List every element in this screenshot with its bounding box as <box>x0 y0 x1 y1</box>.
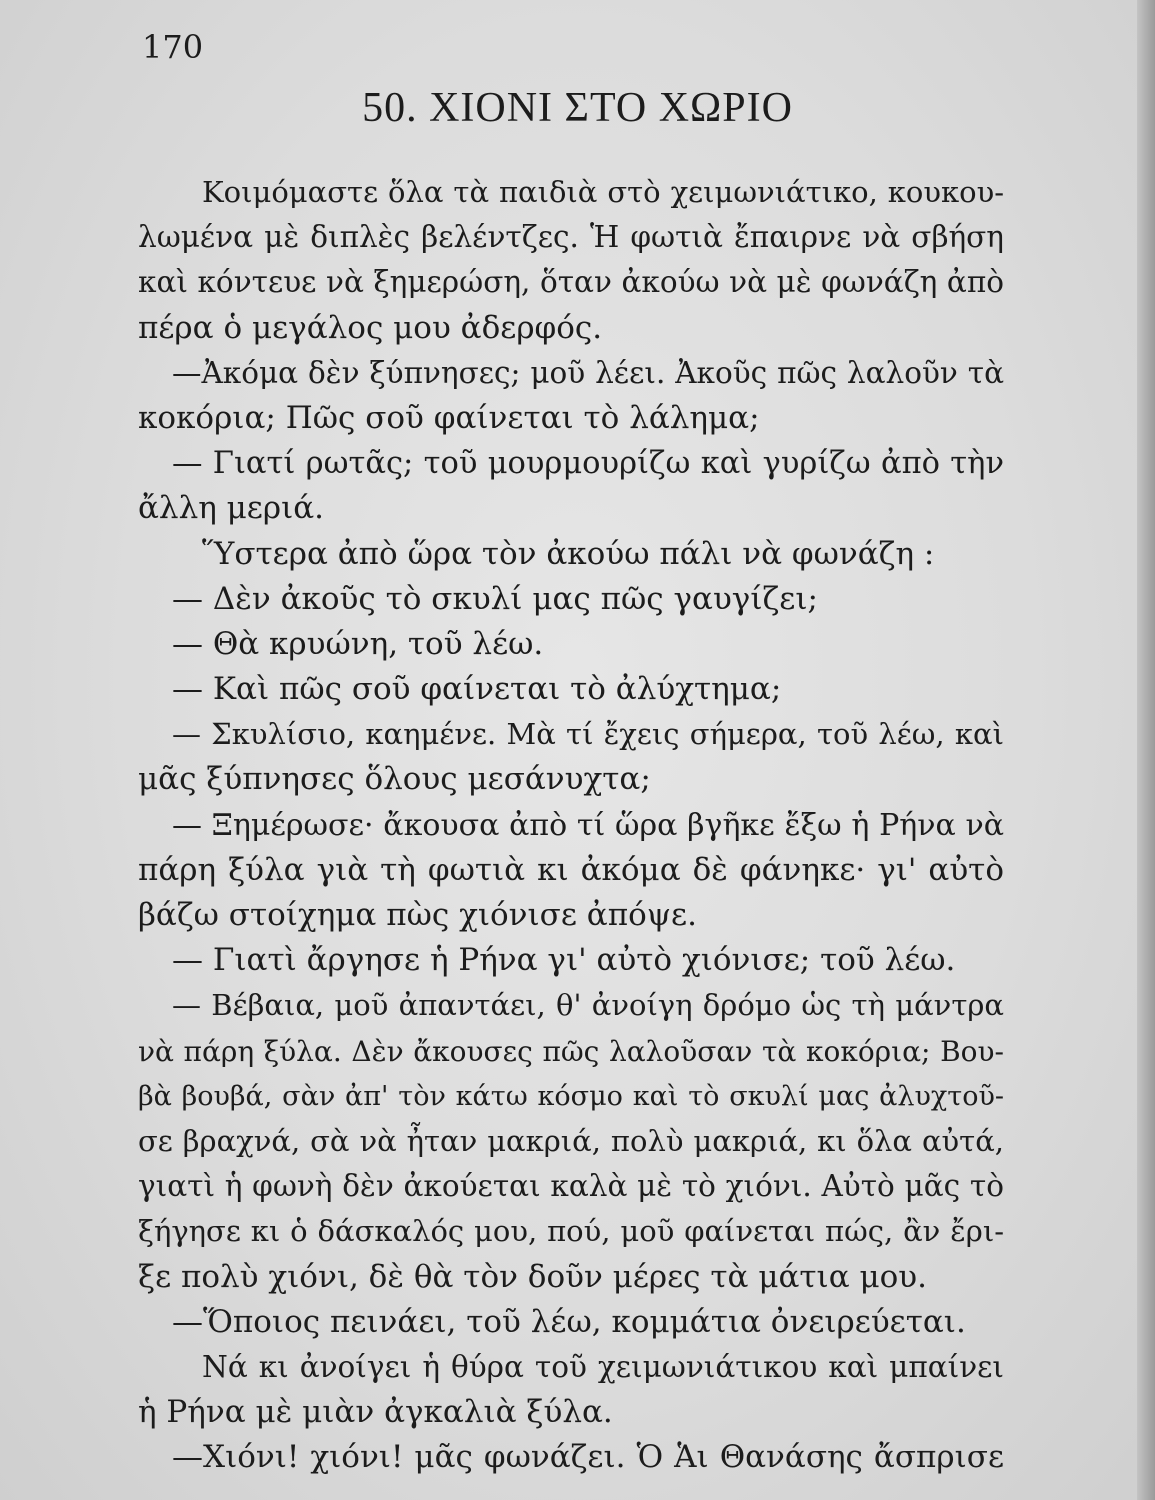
text-line: πάρη ξύλα γιὰ τὴ φωτιὰ κι ἀκόμα δὲ φάνηκε· γι' αὐτὸ <box>138 851 1004 888</box>
text-line: — Βέβαια, μοῦ ἀπαντάει, θ' ἀνοίγη δρόμο ὡς τὴ μάντρα <box>172 988 1004 1023</box>
text-line: ξήγησε κι ὁ δάσκαλός μου, πού, μοῦ φαίνεται πώς, ἂν ἔρι- <box>138 1214 1004 1249</box>
text-line: — Γιατὶ ἄργησε ἡ Ρήνα γι' αὐτὸ χιόνισε; τοῦ λέω. <box>172 942 956 979</box>
text-line: καὶ κόντευε νὰ ξημερώση, ὅταν ἀκούω νὰ μὲ φωνάζη ἀπὸ <box>138 265 1004 300</box>
text-line: —Ἀκόμα δὲν ξύπνησες; μοῦ λέει. Ἀκοῦς πῶς λαλοῦν τὰ <box>172 355 1004 390</box>
page-number: 170 <box>142 28 204 66</box>
text-line: Νά κι ἀνοίγει ἡ θύρα τοῦ χειμωνιάτικου καὶ μπαίνει <box>202 1349 1004 1384</box>
text-line: — Θὰ κρυώνη, τοῦ λέω. <box>172 625 544 662</box>
text-line: βὰ βουβά, σὰν ἀπ' τὸν κάτω κόσμο καὶ τὸ σκυλί μας ἀλυχτοῦ- <box>138 1080 1004 1112</box>
text-line: πέρα ὁ μεγάλος μου ἀδερφός. <box>138 309 603 346</box>
text-line: —Ὅποιος πεινάει, τοῦ λέω, κομμάτια ὀνειρεύεται. <box>172 1303 966 1340</box>
text-line: Κοιμόμαστε ὅλα τὰ παιδιὰ στὸ χειμωνιάτικο, κουκου- <box>202 175 1004 209</box>
text-line: βάζω στοίχημα πὼς χιόνισε ἀπόψε. <box>138 897 697 933</box>
text-line: — Καὶ πῶς σοῦ φαίνεται τὸ ἀλύχτημα; <box>172 671 782 708</box>
text-line: ξε πολὺ χιόνι, δὲ θὰ τὸν δοῦν μέρες τὰ μάτια μου. <box>138 1258 928 1295</box>
text-line: λωμένα μὲ διπλὲς βελέντζες. Ἡ φωτιὰ ἔπαιρνε νὰ σβήση <box>138 220 1004 255</box>
text-line: ἄλλη μεριά. <box>138 490 325 527</box>
text-line: κοκόρια; Πῶς σοῦ φαίνεται τὸ λάλημα; <box>138 399 760 436</box>
body-text <box>138 170 1004 1480</box>
chapter-title: 50. ΧΙΟΝΙ ΣΤΟ ΧΩΡΙΟ <box>362 85 793 131</box>
page-edge-shadow <box>1137 0 1155 1500</box>
text-line: —Χιόνι! χιόνι! μᾶς φωνάζει. Ὁ Ἁι Θανάσης ἄσπρισε <box>172 1439 1004 1476</box>
text-line: σε βραχνά, σὰ νὰ ἦταν μακριά, πολὺ μακριά, κι ὅλα αὐτά, <box>138 1123 1004 1158</box>
text-line: νὰ πάρη ξύλα. Δὲν ἄκουσες πῶς λαλοῦσαν τὰ κοκόρια; Βου- <box>138 1034 1004 1068</box>
text-line: — Ξημέρωσε· ἄκουσα ἀπὸ τί ὥρα βγῆκε ἔξω ἡ Ρήνα νὰ <box>172 807 1004 843</box>
text-line: — Γιατί ρωτᾶς; τοῦ μουρμουρίζω καὶ γυρίζω ἀπὸ τὴν <box>172 446 1004 482</box>
text-line: — Δὲν ἀκοῦς τὸ σκυλί μας πῶς γαυγίζει; <box>172 580 818 617</box>
text-line: μᾶς ξύπνησες ὅλους μεσάνυχτα; <box>138 761 651 798</box>
text-line: γιατὶ ἡ φωνὴ δὲν ἀκούεται καλὰ μὲ τὸ χιόνι. Αὐτὸ μᾶς τὸ <box>138 1169 1004 1204</box>
text-line: — Σκυλίσιο, καημένε. Μὰ τί ἔχεις σήμερα, τοῦ λέω, καὶ <box>172 717 1004 752</box>
text-line: ἡ Ρήνα μὲ μιὰν ἀγκαλιὰ ξύλα. <box>138 1394 613 1431</box>
text-line: Ὕστερα ἀπὸ ὥρα τὸν ἀκούω πάλι νὰ φωνάζη : <box>202 535 935 572</box>
